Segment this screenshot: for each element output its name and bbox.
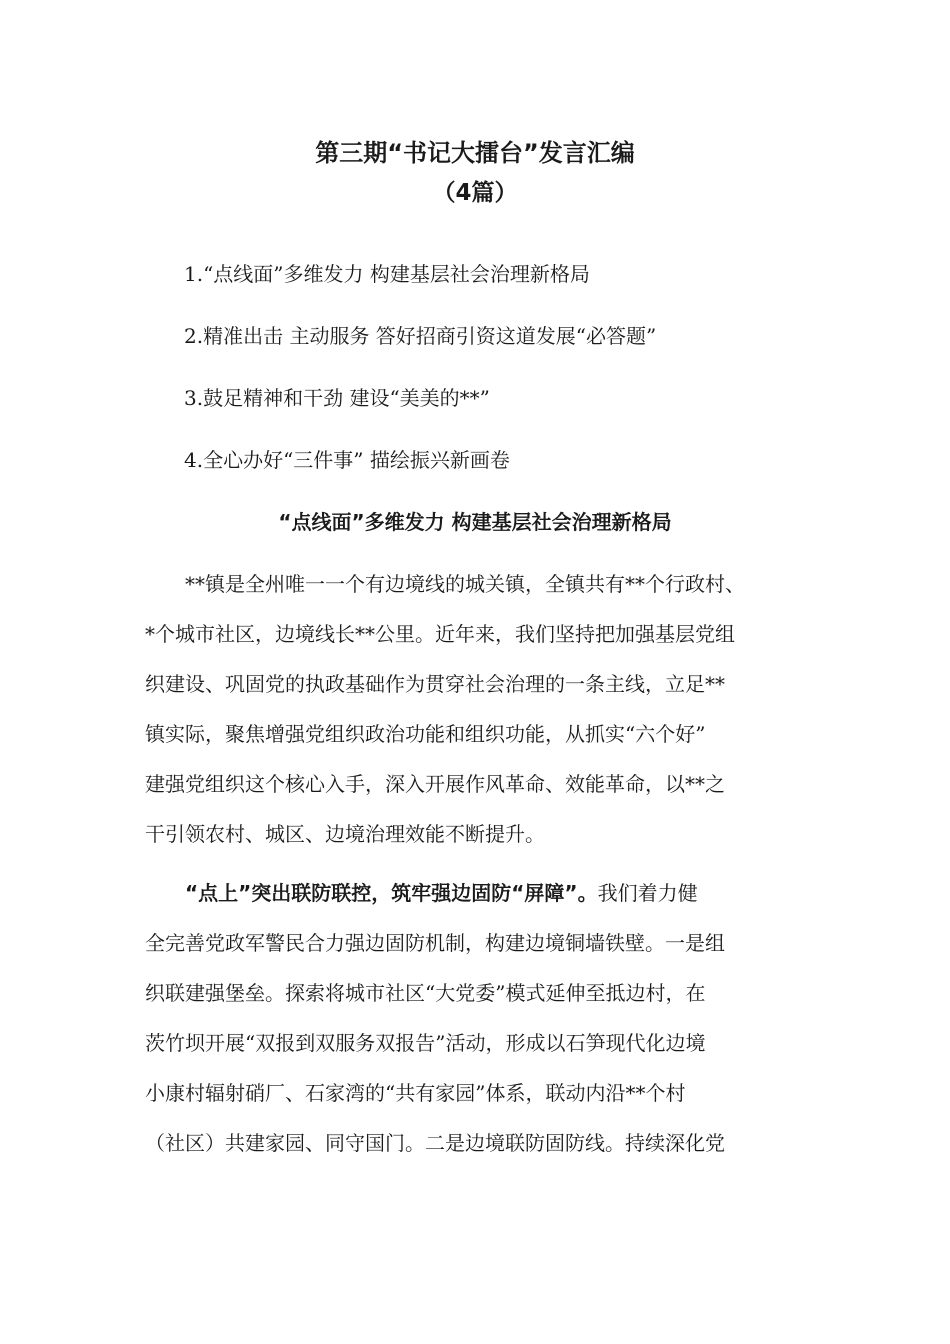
paragraph-line: 镇实际，聚焦增强党组织政治功能和组织功能，从抓实“六个好” bbox=[145, 722, 706, 746]
document-subtitle: （4篇） bbox=[432, 180, 518, 206]
toc-item: 3.鼓足精神和干劲 建设“美美的**” bbox=[184, 386, 490, 410]
paragraph-line: 茨竹坝开展“双报到双服务双报告”活动，形成以石笋现代化边境 bbox=[145, 1031, 706, 1055]
paragraph-line: （社区）共建家园、同守国门。二是边境联防固防线。持续深化党 bbox=[145, 1131, 725, 1155]
paragraph-text: 我们着力健 bbox=[597, 881, 698, 905]
paragraph-line: *个城市社区，边境线长**公里。近年来，我们坚持把加强基层党组 bbox=[145, 622, 735, 646]
table-of-contents bbox=[184, 256, 656, 504]
paragraph-first-line bbox=[145, 868, 835, 918]
paragraph-line: 干引领农村、城区、边境治理效能不断提升。 bbox=[145, 822, 545, 846]
paragraph-lead-heading: “点上”突出联防联控，筑牢强边固防“屏障”。 bbox=[185, 881, 598, 905]
paragraph-line: **镇是全州唯一一个有边境线的城关镇，全镇共有**个行政村、 bbox=[185, 572, 745, 596]
paragraph-line: 全完善党政军警民合力强边固防机制，构建边境铜墙铁壁。一是组 bbox=[145, 931, 725, 955]
section-heading: “点线面”多维发力 构建基层社会治理新格局 bbox=[278, 510, 672, 534]
toc-item: 2.精准出击 主动服务 答好招商引资这道发展“必答题” bbox=[184, 324, 657, 348]
paragraph-line: 织建设、巩固党的执政基础作为贯穿社会治理的一条主线，立足** bbox=[145, 672, 725, 696]
toc-item: 1.“点线面”多维发力 构建基层社会治理新格局 bbox=[184, 262, 590, 286]
toc-item: 4.全心办好“三件事” 描绘振兴新画卷 bbox=[184, 448, 510, 472]
body-paragraph-2 bbox=[145, 868, 835, 1168]
paragraph-line: 建强党组织这个核心入手，深入开展作风革命、效能革命，以**之 bbox=[145, 772, 725, 796]
document-title: 第三期“书记大擂台”发言汇编 bbox=[315, 139, 635, 167]
paragraph-line: 织联建强堡垒。探索将城市社区“大党委”模式延伸至抵边村，在 bbox=[145, 981, 706, 1005]
body-paragraph-1 bbox=[145, 559, 835, 859]
paragraph-line: 小康村辐射硝厂、石家湾的“共有家园”体系，联动内沿**个村 bbox=[145, 1081, 686, 1105]
